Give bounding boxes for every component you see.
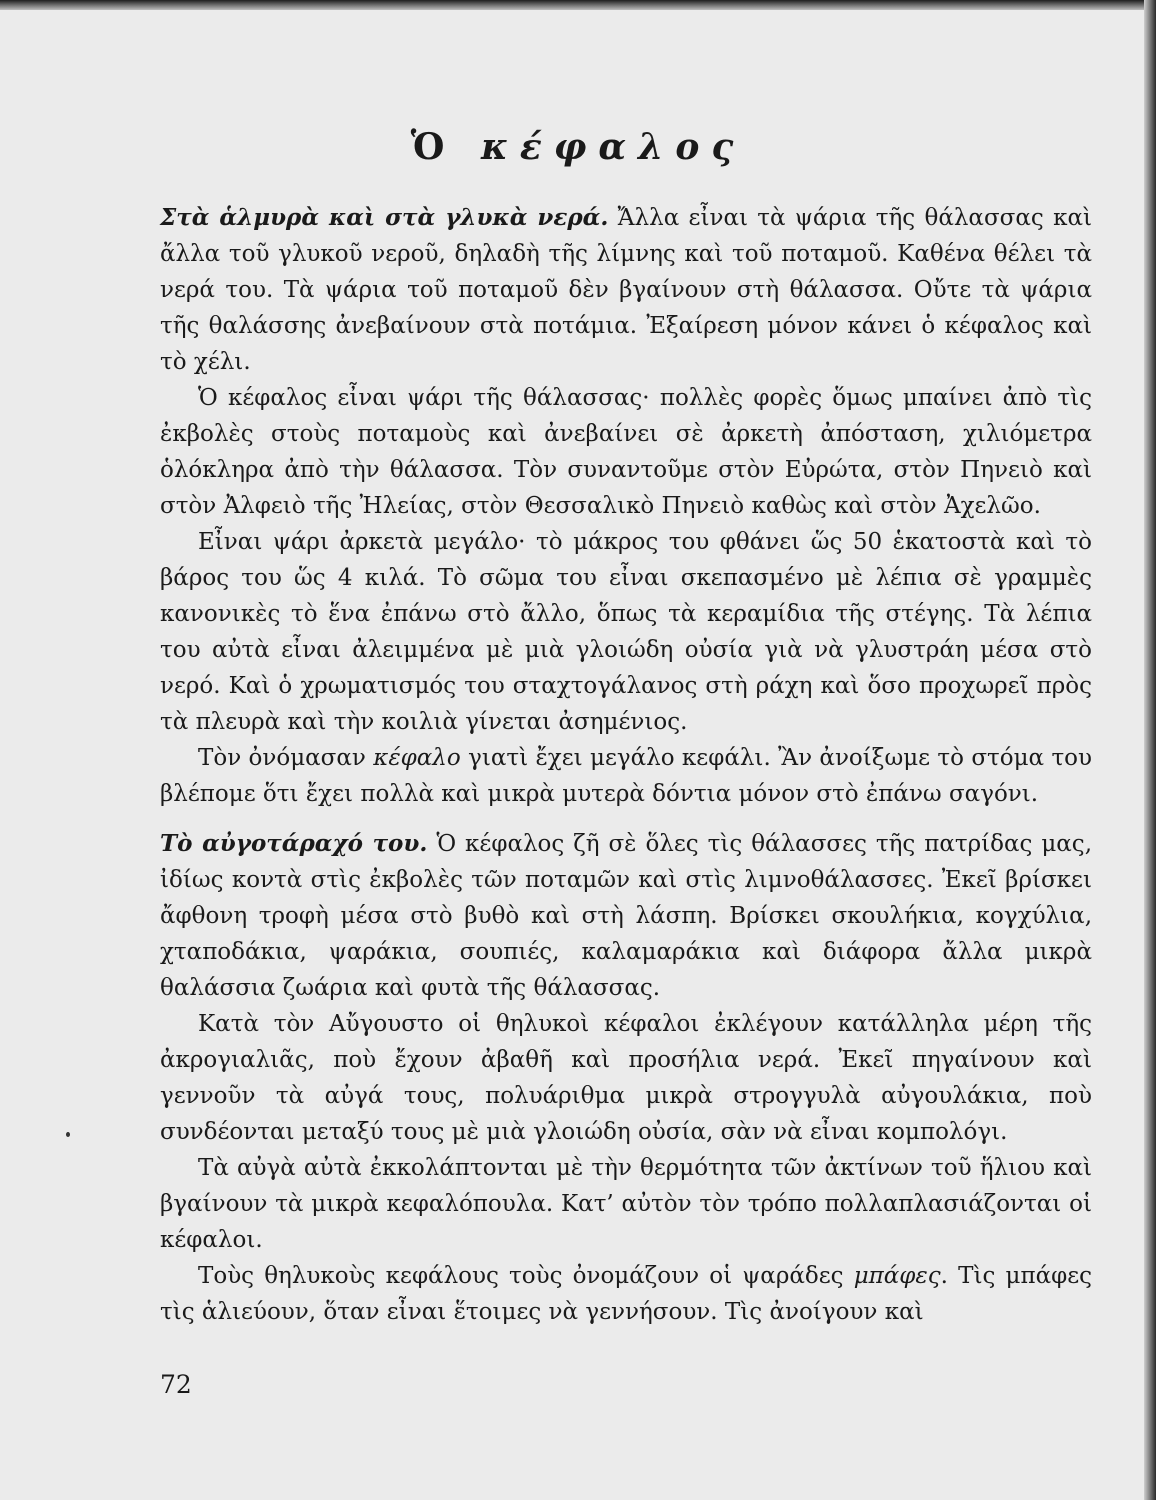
paragraph <box>160 826 1092 1006</box>
paragraph-text: . Τὶς μπάφες τὶς ἁλιεύουν, ὅταν εἶναι ἕτοιμες νὰ γεννήσουν. Τὶς ἀνοίγουν καὶ <box>160 1263 1093 1325</box>
section-heading: Στὰ ἁλμυρὰ καὶ στὰ γλυκὰ νερά. <box>160 204 609 231</box>
paragraph-text: Ὁ κέφαλος ζῆ σὲ ὅλες τὶς θάλασσες τῆς πατρίδας μας, ἰδίως κοντὰ στὶς ἐκβολὲς τῶν ποταμῶν καὶ στὶς λιμνοθάλασσες. Ἐκεῖ βρίσκει ἄφθονη τροφὴ μέσα στὸ βυθὸ καὶ στὴ λάσπη. Βρίσκει σκουλήκια, κογχύλια, χταποδάκια, ψαράκια, σουπιές, καλαμαράκια καὶ διάφορα ἄλλα μικρὰ θαλάσσια ζωάρια καὶ φυτὰ τῆς θάλασσας. <box>160 831 1093 1001</box>
title-article: Ὁ <box>410 126 457 168</box>
paragraph <box>160 200 1092 380</box>
page-number: 72 <box>160 1370 192 1399</box>
page-title <box>0 126 1156 168</box>
paragraph <box>160 1258 1092 1330</box>
italic-term: κέφαλο <box>373 745 461 771</box>
paragraph <box>160 740 1092 812</box>
paragraph-text: Τοὺς θηλυκοὺς κεφάλους τοὺς ὀνομάζουν οἱ ψαράδες <box>198 1263 854 1289</box>
paragraph-text: Τὸν ὀνόμασαν <box>198 745 374 771</box>
title-word: κέφαλος <box>480 126 746 168</box>
ink-speck <box>66 1132 70 1137</box>
paragraph-text: γιατὶ ἔχει μεγάλο κεφάλι. Ἂν ἀνοίξωμε τὸ στόμα του βλέπομε ὅτι ἔχει πολλὰ καὶ μικρὰ μυτερὰ δόντια μόνον στὸ ἐπάνω σαγόνι. <box>160 745 1092 807</box>
paragraph: Κατὰ τὸν Αὔγουστο οἱ θηλυκοὶ κέφαλοι ἐκλέγουν κατάλληλα μέρη τῆς ἀκρογιαλιᾶς, ποὺ ἔχουν ἀβαθῆ καὶ προσήλια νερά. Ἐκεῖ πηγαίνουν καὶ γεννοῦν τὰ αὐγά τους, πολυάριθμα μικρὰ στρογγυλὰ αὐγουλάκια, ποὺ συνδέονται μεταξύ τους μὲ μιὰ γλοιώδη οὐσία, σὰν νὰ εἶναι κομπολόγι. <box>160 1011 1092 1145</box>
section-heading: Τὸ αὐγοτάραχό του. <box>160 830 428 857</box>
body-text <box>160 200 1092 1330</box>
section-gap <box>160 812 1092 826</box>
paragraph: Εἶναι ψάρι ἀρκετὰ μεγάλο· τὸ μάκρος του φθάνει ὥς 50 ἑκατοστὰ καὶ τὸ βάρος του ὥς 4 κιλά. Τὸ σῶμα του εἶναι σκεπασμένο μὲ λέπια σὲ γραμμὲς κανονικὲς τὸ ἕνα ἐπάνω στὸ ἄλλο, ὅπως τὰ κεραμίδια τῆς στέγης. Τὰ λέπια του αὐτὰ εἶναι ἀλειμμένα μὲ μιὰ γλοιώδη οὐσία γιὰ νὰ γλυστράη μέσα στὸ νερό. Καὶ ὁ χρωματισμός του σταχτογάλανος στὴ ράχη καὶ ὅσο προχωρεῖ πρὸς τὰ πλευρὰ καὶ τὴν κοιλιὰ γίνεται ἀσημένιος. <box>160 529 1092 735</box>
paragraph-text: Ἄλλα εἶναι τὰ ψάρια τῆς θάλασσας καὶ ἄλλα τοῦ γλυκοῦ νεροῦ, δηλαδὴ τῆς λίμνης καὶ τοῦ ποταμοῦ. Καθένα θέλει τὰ νερά του. Τὰ ψάρια τοῦ ποταμοῦ δὲν βγαίνουν στὴ θάλασσα. Οὔτε τὰ ψάρια τῆς θαλάσσης ἀνεβαίνουν στὰ ποτάμια. Ἐξαίρεση μόνον κάνει ὁ κέφαλος καὶ τὸ χέλι. <box>160 205 1092 375</box>
scan-edge-right <box>1144 0 1156 1500</box>
italic-term: μπάφες <box>853 1263 941 1289</box>
scan-edge-top <box>0 0 1156 10</box>
paragraph: Τὰ αὐγὰ αὐτὰ ἐκκολάπτονται μὲ τὴν θερμότητα τῶν ἀκτίνων τοῦ ἥλιου καὶ βγαίνουν τὰ μικρὰ κεφαλόπουλα. Κατ’ αὐτὸν τὸν τρόπο πολλαπλασιάζονται οἱ κέφαλοι. <box>160 1155 1092 1253</box>
paragraph: Ὁ κέφαλος εἶναι ψάρι τῆς θάλασσας· πολλὲς φορὲς ὅμως μπαίνει ἀπὸ τὶς ἐκβολὲς στοὺς ποταμοὺς καὶ ἀνεβαίνει σὲ ἀρκετὴ ἀπόσταση, χιλιόμετρα ὁλόκληρα ἀπὸ τὴν θάλασσα. Τὸν συναντοῦμε στὸν Εὐρώτα, στὸν Πηνειὸ καὶ στὸν Ἀλφειὸ τῆς Ἠλείας, στὸν Θεσσαλικὸ Πηνειὸ καθὼς καὶ στὸν Ἀχελῶο. <box>160 385 1092 519</box>
